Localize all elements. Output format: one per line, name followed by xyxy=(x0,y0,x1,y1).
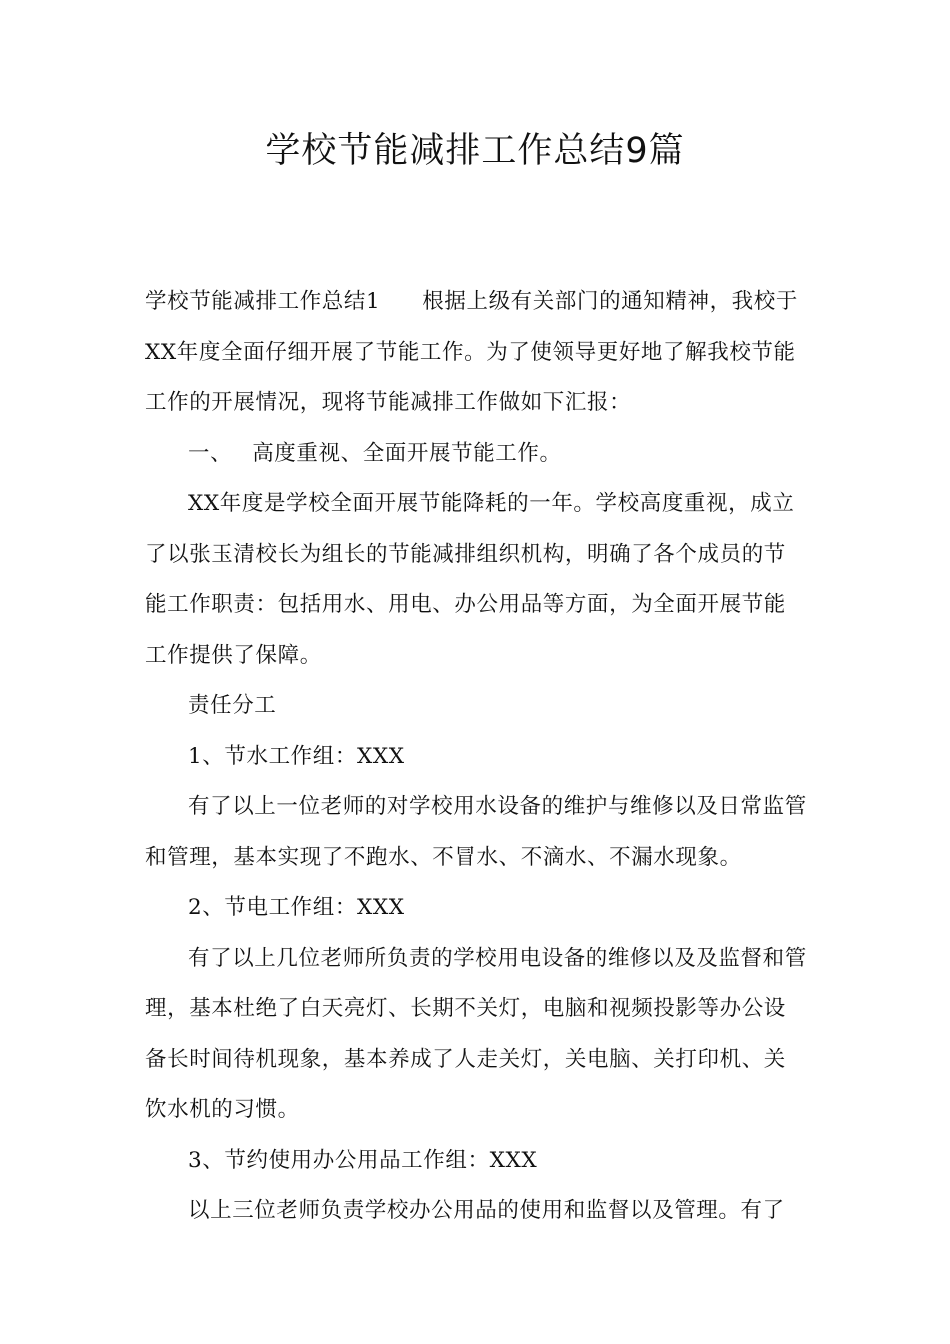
intro-text: 根据上级有关部门的通知精神，我校于XX年度全面仔细开展了节能工作。为了使领导更好地了解我校节能工作的开展情况，现将节能减排工作做如下汇报： xyxy=(145,289,798,415)
group2-text: 有了以上几位老师所负责的学校用电设备的维修以及及监督和管理，基本杜绝了白天亮灯、长期不关灯，电脑和视频投影等办公设备长时间待机现象，基本养成了人走关灯，关电脑、关打印机、关饮水机的习惯。 xyxy=(145,945,807,1122)
intro-paragraph xyxy=(145,277,807,429)
group1-title: 1、节水工作组：XXX xyxy=(188,743,405,769)
group3-text: 以上三位老师负责学校办公用品的使用和监督以及管理。有了 xyxy=(188,1198,785,1223)
section1-heading xyxy=(145,429,807,480)
document-body xyxy=(145,277,807,1237)
group2-title: 2、节电工作组：XXX xyxy=(188,895,405,920)
section1-number: 一、 xyxy=(188,440,233,466)
paragraph-1: XX年度是学校全面开展节能降耗的一年。学校高度重视，成立了以张玉清校长为组长的节能减排组织机构，明确了各个成员的节能工作职责：包括用水、用电、办公用品等方面，为全面开展节能工作提供了保障。 xyxy=(145,491,795,668)
section-heading: 学校节能减排工作总结1 xyxy=(145,289,381,314)
group1-text: 有了以上一位老师的对学校用水设备的维护与维修以及日常监管和管理，基本实现了不跑水、不冒水、不滴水、不漏水现象。 xyxy=(145,794,807,870)
section1-title: 高度重视、全面开展节能工作。 xyxy=(252,440,562,466)
group3-title: 3、节约使用办公用品工作组：XXX xyxy=(188,1147,538,1173)
responsibility-heading: 责任分工 xyxy=(188,693,277,718)
document-title: 学校节能减排工作总结9篇 xyxy=(265,131,685,171)
